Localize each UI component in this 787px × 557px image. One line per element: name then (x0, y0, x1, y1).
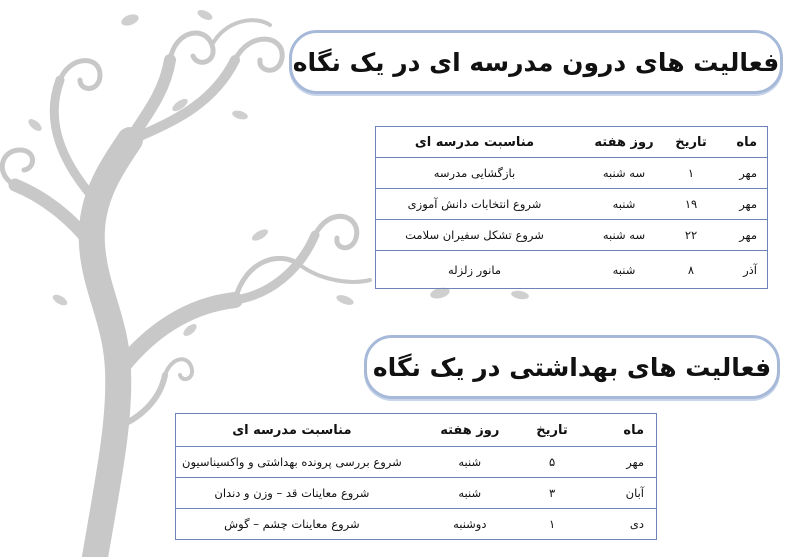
table-row (376, 158, 768, 189)
cell-occasion: مانور زلزله (376, 251, 582, 289)
cell-date: ۸ (667, 251, 715, 289)
cell-month: مهر (715, 189, 768, 220)
table-header-row (176, 414, 657, 447)
cell-date: ۳ (520, 478, 585, 509)
table-header-row (376, 127, 768, 158)
cell-weekday: شنبه (581, 251, 667, 289)
header-date: تاریخ (520, 414, 585, 447)
cell-month: مهر (715, 158, 768, 189)
cell-month: آذر (715, 251, 768, 289)
health-activities-title: فعالیت های بهداشتی در یک نگاه (364, 335, 780, 399)
cell-occasion: شروع تشکل سفیران سلامت (376, 220, 582, 251)
cell-month: آبان (584, 478, 656, 509)
header-weekday: روز هفته (420, 414, 520, 447)
table-row (376, 251, 768, 289)
header-weekday: روز هفته (581, 127, 667, 158)
cell-weekday: سه شنبه (581, 158, 667, 189)
header-occasion: مناسبت مدرسه ای (176, 414, 420, 447)
header-date: تاریخ (667, 127, 715, 158)
cell-date: ۱۹ (667, 189, 715, 220)
cell-date: ۱ (520, 509, 585, 540)
cell-weekday: سه شنبه (581, 220, 667, 251)
cell-weekday: شنبه (581, 189, 667, 220)
cell-occasion: شروع بررسی پرونده بهداشتی و واکسیناسیون (176, 447, 420, 478)
school-activities-table (375, 126, 768, 289)
table-row (376, 220, 768, 251)
cell-date: ۵ (520, 447, 585, 478)
header-month: ماه (584, 414, 656, 447)
cell-date: ۲۲ (667, 220, 715, 251)
header-occasion: مناسبت مدرسه ای (376, 127, 582, 158)
cell-occasion: شروع معاینات چشم – گوش (176, 509, 420, 540)
cell-month: دی (584, 509, 656, 540)
table-row (176, 509, 657, 540)
cell-weekday: شنبه (420, 447, 520, 478)
cell-occasion: شروع انتخابات دانش آموزی (376, 189, 582, 220)
table-row (176, 478, 657, 509)
table-row (376, 189, 768, 220)
cell-occasion: بازگشایی مدرسه (376, 158, 582, 189)
cell-weekday: شنبه (420, 478, 520, 509)
header-month: ماه (715, 127, 768, 158)
cell-occasion: شروع معاینات قد – وزن و دندان (176, 478, 420, 509)
health-activities-table (175, 413, 657, 540)
table-row (176, 447, 657, 478)
cell-month: مهر (715, 220, 768, 251)
cell-date: ۱ (667, 158, 715, 189)
cell-weekday: دوشنبه (420, 509, 520, 540)
school-activities-title: فعالیت های درون مدرسه ای در یک نگاه (289, 30, 783, 94)
cell-month: مهر (584, 447, 656, 478)
